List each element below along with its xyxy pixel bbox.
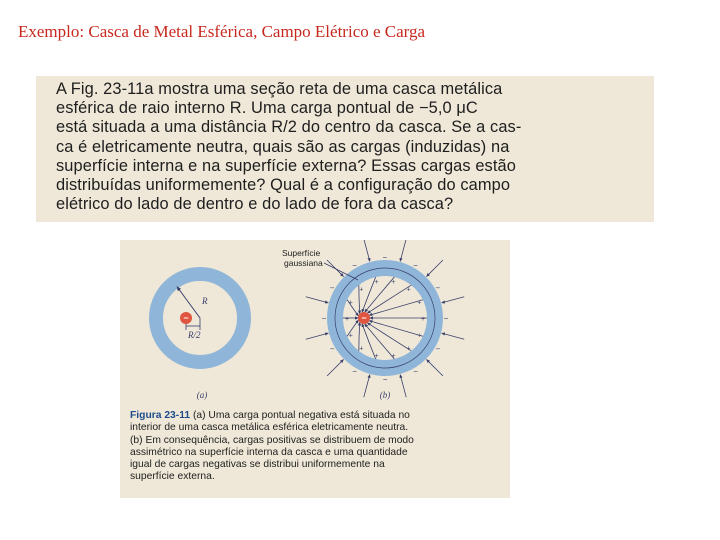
problem-line: elétrico do lado de dentro e do lado de fora da casca? [56,195,454,214]
outer-negative-charge: − [321,314,327,324]
outer-field-line [327,260,343,276]
problem-line: distribuídas uniformemente? Qual é a configuração do campo [56,176,511,195]
inner-positive-charge: + [348,299,353,307]
outer-field-line [364,240,370,260]
panel-a-diagram [156,274,244,400]
problem-line: A Fig. 23-11a mostra uma seção reta de uma casca metálica [56,80,503,98]
inner-positive-charge: + [406,345,411,353]
inner-positive-charge: + [374,353,379,361]
caption-line: assimétrico na superfície interna da casca e uma quantidade [130,446,408,458]
panel-b-diagram [282,240,464,400]
outer-negative-charge: − [382,253,388,263]
inner-field-line [368,323,411,350]
inner-positive-charge: + [359,345,364,353]
inner-field-line [370,321,423,336]
problem-line: esférica de raio interno R. Uma carga pontual de −5,0 μC [56,99,478,118]
outer-negative-charge: − [413,366,418,376]
caption-line: (b) Em consequência, cargas positivas se distribuem de modo [130,434,414,446]
outer-field-line [443,334,464,340]
figure-diagram [120,240,510,410]
inner-positive-charge: + [359,286,364,294]
inner-positive-charge: + [406,286,411,294]
outer-negative-charge: − [443,313,449,323]
label-surface-line1: Superfície [282,248,321,258]
outer-negative-charge: − [435,283,441,293]
figure-caption [130,410,505,484]
inner-positive-charge: + [391,278,396,286]
outer-negative-charge: − [329,283,335,293]
problem-line: superfície interna e na superfície externa? Essas cargas estão [56,156,516,175]
inner-positive-charge: + [391,353,396,361]
caption-first-line [130,410,505,422]
outer-field-line [401,376,407,397]
outer-negative-charge: − [435,344,441,354]
outer-negative-charge: − [352,366,357,376]
caption-label: Figura 23-11 [130,410,191,421]
label-surface-line2: gaussiana [284,258,323,268]
inner-positive-charge: + [417,299,422,307]
outer-field-line [427,260,443,276]
caption-line: superfície externa. [130,471,215,483]
inner-field-line [368,285,411,312]
charge-sign-b: − [361,313,367,323]
outer-field-line [401,240,407,260]
slide-title: Exemplo: Casca de Metal Esférica, Campo Elétrico e Carga [18,22,426,41]
outer-negative-charge: − [382,374,388,384]
outer-negative-charge: − [413,261,418,271]
panel-a-label: (a) [196,390,208,400]
problem-line: ca é eletricamente neutra, quais são as cargas (induzidas) na [56,137,510,156]
outer-negative-charge: − [352,261,357,271]
inner-field-line [366,277,395,311]
problem-statement-box [36,76,654,222]
panel-b-label: (b) [379,390,391,400]
charge-sign-a: − [183,313,189,323]
outer-field-line [364,376,370,397]
outer-field-line [443,297,464,303]
inner-positive-charge: + [417,332,422,340]
caption-text: (a) Uma carga pontual negativa está situada no [190,410,410,421]
inner-field-line [370,300,423,315]
inner-positive-charge: + [348,332,353,340]
outer-field-line [306,297,327,303]
outer-field-line [306,334,327,340]
inner-positive-charge: + [374,278,379,286]
inner-field-line [366,325,395,359]
inner-positive-charge: + [344,316,350,323]
caption-line: interior de uma casca metálica esférica eletricamente neutra. [130,422,409,434]
problem-text [56,80,646,214]
outer-negative-charge: − [329,344,335,354]
outer-field-line [427,360,443,376]
outer-field-line [327,360,343,376]
figure-23-11 [120,240,510,498]
inner-positive-charge: + [420,316,426,323]
label-r-half: R/2 [188,330,201,340]
label-r: R [202,296,208,306]
problem-line: está situada a uma distância R/2 do centro da casca. Se a cas- [56,118,522,137]
caption-line: igual de cargas negativas se distribui uniformemente na [130,459,385,471]
